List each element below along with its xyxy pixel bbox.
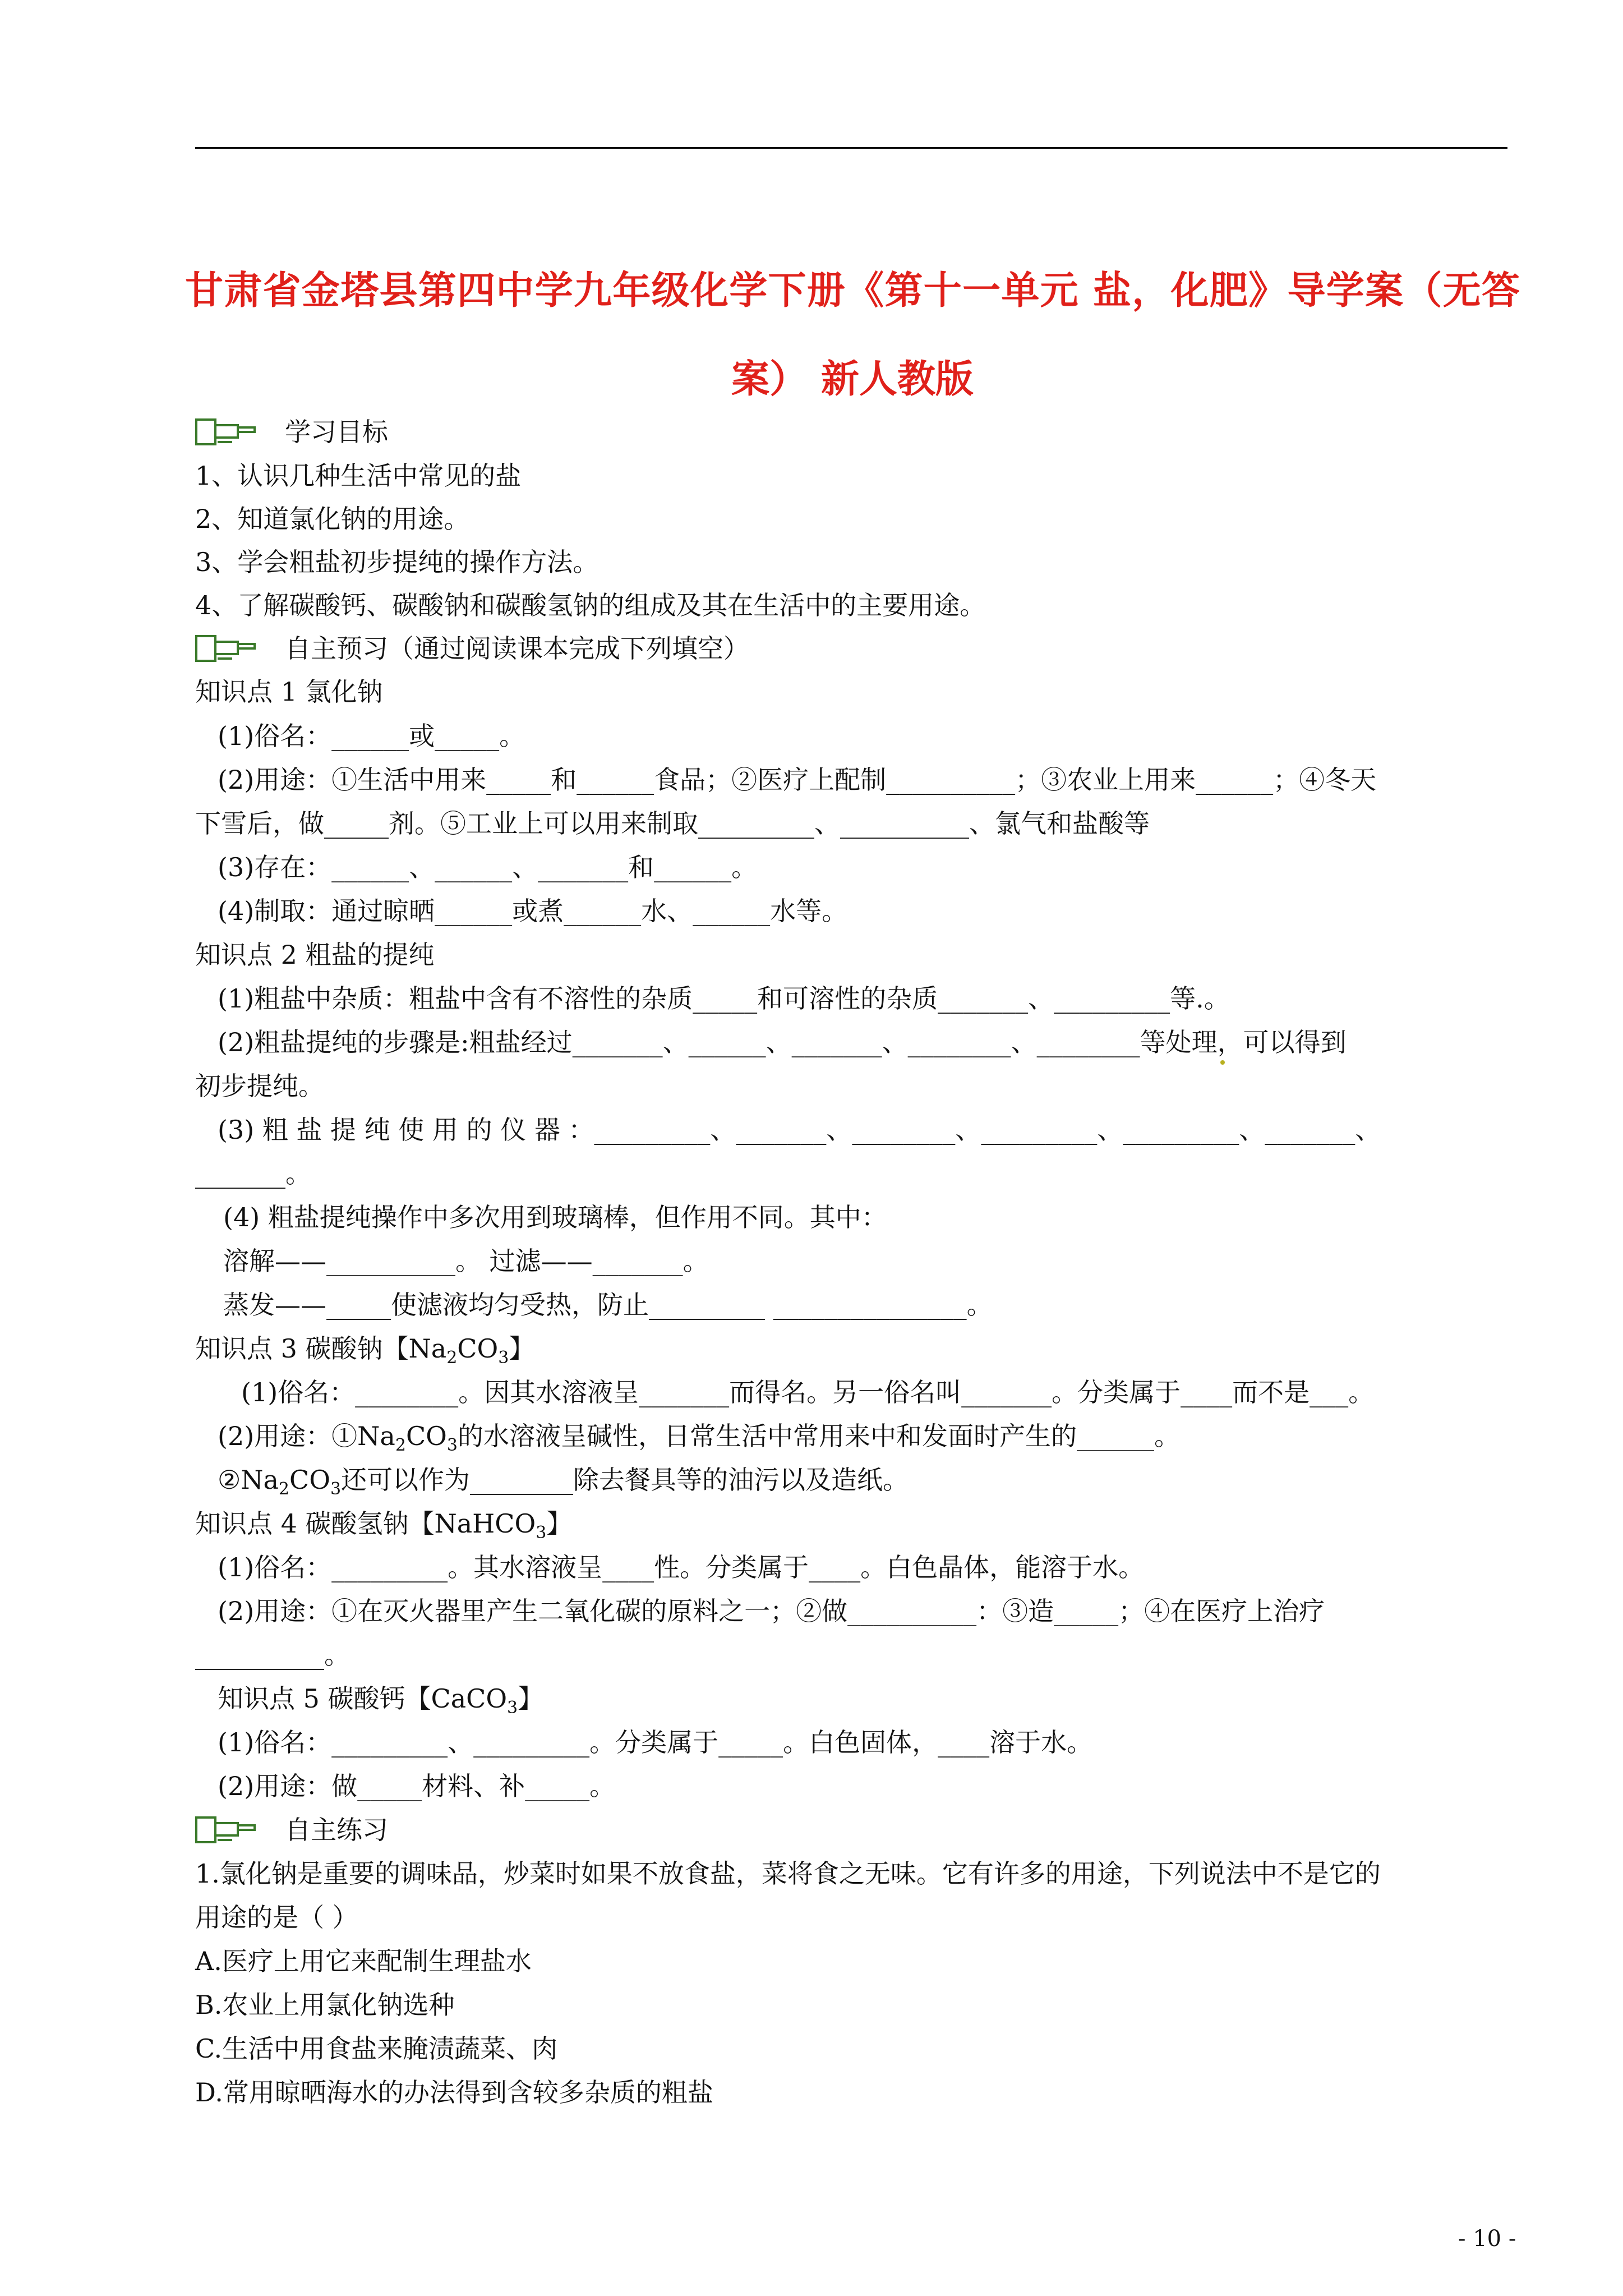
option-a: A.医疗上用它来配制生理盐水 bbox=[195, 1946, 532, 1976]
k2-line: 初步提纯。 bbox=[195, 1071, 324, 1101]
k1-heading: 知识点 1 氯化钠 bbox=[195, 677, 383, 707]
k3-heading-text: 】 bbox=[509, 1333, 535, 1364]
k5-heading-text: 知识点 5 碳酸钙【CaCO bbox=[218, 1683, 508, 1714]
question-stem: 用途的是（ ） bbox=[195, 1902, 358, 1932]
title-line-1: 甘肃省金塔县第四中学九年级化学下册《第十一单元 盐，化肥》导学案（无答 bbox=[185, 269, 1520, 313]
subscript: 3 bbox=[507, 1698, 518, 1718]
pointing-hand-icon bbox=[195, 417, 257, 447]
k3-text: (2)用途：①Na bbox=[218, 1421, 395, 1451]
k2-line: (3) 粗 盐 提 纯 使 用 的 仪 器 ：_________、_______、________、_________、_________、_______、 bbox=[218, 1115, 1381, 1145]
subscript: 3 bbox=[330, 1479, 342, 1499]
k2-line: 蒸发——_____使滤液均匀受热，防止_________ _______________。 bbox=[223, 1290, 993, 1320]
option-b: B.农业上用氯化钠选种 bbox=[195, 1990, 455, 2020]
subscript: 3 bbox=[536, 1523, 547, 1543]
k4-line: (1)俗名：_________。其水溶液呈____性。分类属于____。白色晶体，能溶于水。 bbox=[218, 1552, 1145, 1582]
goal-item: 3、学会粗盐初步提纯的操作方法。 bbox=[195, 547, 599, 577]
k2-line: (2)粗盐提纯的步骤是:粗盐经过_______、______、_______、________、________等处理，可以得到 bbox=[218, 1027, 1347, 1057]
section-goals-label: 学习目标 bbox=[285, 417, 388, 447]
k4-line: __________。 bbox=[195, 1640, 350, 1670]
k3-heading-text: 知识点 3 碳酸钠【Na bbox=[195, 1333, 447, 1364]
k5-line: (1)俗名：_________、_________。分类属于_____。白色固体，____溶于水。 bbox=[218, 1727, 1093, 1757]
goal-item: 4、了解碳酸钙、碳酸钠和碳酸氢钠的组成及其在生活中的主要用途。 bbox=[195, 590, 986, 620]
k3-text: 还可以作为________除去餐具等的油污以及造纸。 bbox=[341, 1465, 909, 1495]
subscript: 3 bbox=[498, 1348, 509, 1368]
k2-line: (1)粗盐中杂质：粗盐中含有不溶性的杂质_____和可溶性的杂质_______、_________等.。 bbox=[218, 983, 1230, 1014]
pointing-hand-icon bbox=[195, 634, 257, 663]
k5-heading-text: 】 bbox=[518, 1683, 544, 1714]
k4-heading bbox=[195, 1507, 572, 1544]
k1-line: (1)俗名：______或_____。 bbox=[218, 721, 525, 751]
option-d: D.常用晾晒海水的办法得到含较多杂质的粗盐 bbox=[195, 2077, 713, 2108]
k3-line: (1)俗名：________。因其水溶液呈_______而得名。另一俗名叫_______。分类属于____而不是___。 bbox=[241, 1377, 1375, 1407]
k5-heading bbox=[218, 1682, 543, 1719]
subscript: 2 bbox=[395, 1435, 406, 1455]
section-preview bbox=[195, 632, 749, 665]
question-stem: 1.氯化钠是重要的调味品，炒菜时如果不放食盐，菜将食之无味。它有许多的用途，下列说法中不是它的 bbox=[195, 1858, 1381, 1889]
k3-text: 的水溶液呈碱性，日常生活中常用来中和发面时产生的______。 bbox=[457, 1421, 1180, 1451]
k5-line: (2)用途：做_____材料、补_____。 bbox=[218, 1771, 616, 1801]
section-goals bbox=[195, 415, 388, 449]
k2-line: 溶解——__________。 过滤——_______。 bbox=[223, 1246, 709, 1276]
stray-dot bbox=[1220, 1060, 1225, 1065]
k3-line bbox=[218, 1419, 1180, 1457]
pointing-hand-icon bbox=[195, 1815, 257, 1844]
title-line-2: 案） 新人教版 bbox=[731, 357, 974, 402]
k3-text: CO bbox=[289, 1465, 330, 1495]
document-title bbox=[185, 247, 1520, 424]
k4-heading-text: 知识点 4 碳酸氢钠【NaHCO bbox=[195, 1508, 536, 1539]
section-preview-label: 自主预习（通过阅读课本完成下列填空） bbox=[285, 633, 749, 664]
k2-line: _______。 bbox=[195, 1158, 311, 1189]
k1-line: 下雪后，做_____剂。⑤工业上可以用来制取_________、__________、氯气和盐酸等 bbox=[195, 808, 1150, 839]
k1-line: (3)存在：______、______、_______和______。 bbox=[218, 852, 758, 882]
k2-heading: 知识点 2 粗盐的提纯 bbox=[195, 940, 435, 970]
header-rule bbox=[195, 147, 1507, 149]
k4-heading-text: 】 bbox=[546, 1508, 573, 1539]
k3-heading-text: CO bbox=[457, 1333, 499, 1364]
subscript: 3 bbox=[446, 1435, 458, 1455]
k3-text: CO bbox=[405, 1421, 447, 1451]
subscript: 2 bbox=[278, 1479, 290, 1499]
section-practice-label: 自主练习 bbox=[285, 1815, 388, 1845]
option-c: C.生活中用食盐来腌渍蔬菜、肉 bbox=[195, 2033, 558, 2064]
section-practice bbox=[195, 1813, 388, 1847]
k3-text: ②Na bbox=[218, 1465, 279, 1495]
k3-heading bbox=[195, 1332, 534, 1369]
k4-line: (2)用途：①在灭火器里产生二氧化碳的原料之一；②做__________：③造_____；④在医疗上治疗 bbox=[218, 1596, 1325, 1626]
page-number: - 10 - bbox=[1458, 2226, 1516, 2252]
k3-line bbox=[218, 1463, 909, 1501]
goal-item: 2、知道氯化钠的用途。 bbox=[195, 504, 470, 534]
subscript: 2 bbox=[446, 1348, 458, 1368]
k2-line: (4) 粗盐提纯操作中多次用到玻璃棒，但作用不同。其中： bbox=[223, 1202, 887, 1232]
k1-line: (2)用途：①生活中用来_____和______食品；②医疗上配制__________；③农业上用来______；④冬天 bbox=[218, 765, 1377, 795]
goal-item: 1、认识几种生活中常见的盐 bbox=[195, 461, 522, 491]
k1-line: (4)制取：通过晾晒______或煮______水、______水等。 bbox=[218, 896, 848, 926]
